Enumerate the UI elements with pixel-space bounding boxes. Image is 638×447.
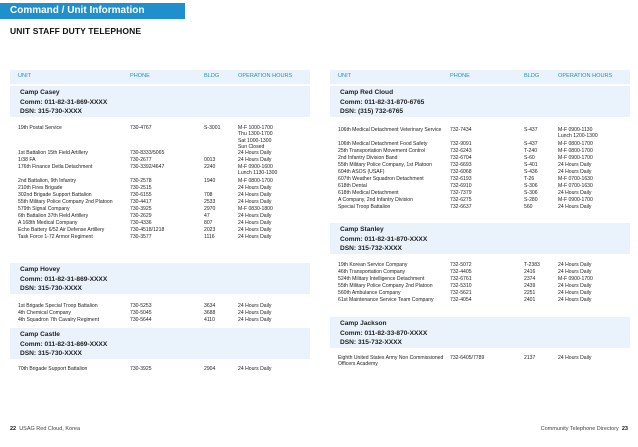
unit-name <box>338 155 397 161</box>
hours-line: Thu 1300-1700 <box>238 131 273 138</box>
bldg: 2251 <box>524 290 536 296</box>
header-phone: PHONE <box>450 73 470 79</box>
phone: 732-7379 <box>450 190 472 196</box>
bldg: 3688 <box>204 310 216 316</box>
bldg: 2240 <box>204 164 216 170</box>
camp-header <box>340 88 424 117</box>
unit-name-line: 210th Fires Brigade <box>18 185 63 191</box>
camp-name: Camp Castle <box>20 331 60 338</box>
operation-hours <box>558 355 591 361</box>
camp-comm: Comm: 011-82-31-870-XXXX <box>340 235 428 243</box>
page-number-left: 22 <box>10 426 17 432</box>
phone: 732-4405 <box>450 269 472 275</box>
phone: 732-6693 <box>450 162 472 168</box>
unit-name-line: 524th Military Intelligence Detachment <box>338 276 425 282</box>
operation-hours <box>558 190 591 196</box>
hours-line: 24 Hours Daily <box>238 150 272 156</box>
phone: 732-4054 <box>450 297 472 303</box>
phone: 730-2629 <box>130 213 152 219</box>
hours-line: 24 Hours Daily <box>238 192 272 198</box>
phone: 732-6637 <box>450 204 472 210</box>
operation-hours <box>238 213 271 219</box>
operation-hours <box>238 125 273 150</box>
camp-dsn: DSN: 315-730-XXXX <box>20 350 82 357</box>
unit-name-line: 618th Dental <box>338 183 367 189</box>
operation-hours <box>558 176 593 182</box>
table-header <box>330 70 630 84</box>
operation-hours <box>558 197 593 203</box>
hours-line: M-F 0700-1630 <box>558 176 593 182</box>
hours-line: Lunch 1130-1300 <box>238 170 278 177</box>
bldg: 2401 <box>524 297 536 303</box>
footer-left <box>10 426 80 432</box>
phone: 732-5310 <box>450 283 472 289</box>
header-hours: OPERATION HOURS <box>558 73 613 79</box>
unit-name-line: 560th Ambulance Company <box>338 290 401 296</box>
header-phone: PHONE <box>130 73 150 79</box>
operation-hours <box>558 276 593 282</box>
unit-name <box>18 164 92 170</box>
hours-line: M-F 0800-1700 <box>558 148 593 154</box>
unit-name-line: 604th ASOS (USAF) <box>338 169 385 175</box>
phone: 730-2515 <box>130 185 152 191</box>
hours-line: 24 Hours Daily <box>558 269 592 275</box>
operation-hours <box>558 127 598 140</box>
unit-name-line: Task Force 1-72 Armor Regiment <box>18 234 93 240</box>
bldg: 2970 <box>204 206 216 212</box>
hours-line: 24 Hours Daily <box>558 297 592 303</box>
bldg: S-437 <box>524 127 538 133</box>
bldg: T-2383 <box>524 262 540 268</box>
unit-name <box>18 178 76 184</box>
operation-hours <box>238 185 271 191</box>
camp-header <box>340 319 427 348</box>
unit-name <box>338 141 427 147</box>
phone: 730-5045 <box>130 310 152 316</box>
hours-line: 24 Hours Daily <box>558 169 592 175</box>
camp-comm: Comm: 011-82-31-870-6765 <box>340 98 425 106</box>
unit-name-line: 55th Military Police Company 2nd Platoon <box>338 283 433 289</box>
camp-comm: Comm: 011-82-31-869-XXXX <box>20 275 108 283</box>
hours-line: M-F 0900-1700 <box>558 276 593 282</box>
unit-name <box>18 234 93 240</box>
camp-dsn: DSN: (315) 732-6765 <box>340 108 404 115</box>
unit-name-line: 25th Transportation Movement Control <box>338 148 425 154</box>
operation-hours <box>238 303 271 309</box>
phone: 732-6405/7789 <box>450 355 485 361</box>
phone: 730-3392/4647 <box>130 164 165 170</box>
bldg: 2023 <box>204 227 216 233</box>
unit-name-line: 55th Military Police Company 2nd Platoon <box>18 199 113 205</box>
camp-comm: Comm: 011-82-31-869-XXXX <box>20 98 108 106</box>
phone: 730-4336 <box>130 220 152 226</box>
operation-hours <box>558 141 593 147</box>
unit-name <box>338 169 384 175</box>
unit-name <box>18 310 71 316</box>
phone: 730-8333/5065 <box>130 150 165 156</box>
bldg: T-240 <box>524 148 538 154</box>
hours-line: 24 Hours Daily <box>558 204 592 210</box>
unit-name-line: 61st Maintenance Service Team Company <box>338 297 434 303</box>
banner-title: Command / Unit Information <box>10 5 145 16</box>
unit-name-line: 1/38 FA <box>18 157 36 163</box>
unit-name-line: 2nd Battalion, 9th Infantry <box>18 178 77 184</box>
unit-name-line: 4th Squadron 7th Cavalry Regiment <box>18 317 99 323</box>
phone: 730-3925 <box>130 366 152 372</box>
bldg: 0013 <box>204 157 216 163</box>
unit-name <box>18 192 92 198</box>
unit-name <box>18 213 88 219</box>
operation-hours <box>238 234 271 240</box>
operation-hours <box>558 290 591 296</box>
unit-name <box>338 297 434 303</box>
unit-name-line: 176th Finance Detla Detachment <box>18 164 93 170</box>
unit-name-line: 106th Medical Detachment Veterinary Service <box>338 127 442 133</box>
bldg: 2416 <box>524 269 536 275</box>
unit-name <box>338 162 432 168</box>
hours-line: 24 Hours Daily <box>558 190 592 196</box>
unit-name <box>338 262 407 268</box>
bldg: S-437 <box>524 141 538 147</box>
phone: 730-2578 <box>130 178 152 184</box>
operation-hours <box>558 204 591 210</box>
page-number-right: 23 <box>621 426 628 432</box>
phone: 732-9091 <box>450 141 472 147</box>
camp-header <box>20 88 107 117</box>
unit-name <box>18 125 62 131</box>
camp-header <box>20 265 107 294</box>
operation-hours <box>238 317 271 323</box>
bldg: 708 <box>204 192 213 198</box>
unit-name <box>338 197 413 203</box>
unit-name-line: 19th Postal Service <box>18 125 62 131</box>
banner <box>0 0 638 20</box>
hours-line: M-F 0800-1700 <box>558 141 593 147</box>
operation-hours <box>558 162 591 168</box>
camp-name: Camp Hovey <box>20 266 60 273</box>
operation-hours <box>558 169 591 175</box>
camp-name: Camp Stanley <box>340 226 384 233</box>
unit-name <box>338 276 424 282</box>
bldg: 3634 <box>204 303 216 309</box>
hours-line: 24 Hours Daily <box>558 283 592 289</box>
bldg: 1940 <box>204 178 216 184</box>
hours-line: 24 Hours Daily <box>238 317 272 323</box>
bldg: S-3001 <box>204 125 221 131</box>
operation-hours <box>558 297 591 303</box>
hours-line: 24 Hours Daily <box>238 310 272 316</box>
header-bldg: BLDG <box>524 73 540 79</box>
bldg: 47 <box>204 213 210 219</box>
unit-name <box>18 206 70 212</box>
operation-hours <box>558 262 591 268</box>
unit-name-line: 19th Korean Service Company <box>338 262 408 268</box>
unit-name <box>18 150 88 156</box>
bldg: T-26 <box>524 176 535 182</box>
phone: 732-6761 <box>450 276 472 282</box>
operation-hours <box>558 283 591 289</box>
bldg: 2439 <box>524 283 536 289</box>
footer-right <box>541 426 628 432</box>
header-unit: UNIT <box>338 73 352 79</box>
phone: 730-4518/1218 <box>130 227 165 233</box>
hours-line: 24 Hours Daily <box>238 185 272 191</box>
unit-name <box>338 190 399 196</box>
bldg: 1116 <box>204 234 215 240</box>
bldg: S-436 <box>524 169 538 175</box>
unit-name-line: 1st Battalion 15th Field Artillery <box>18 150 88 156</box>
hours-line: 24 Hours Daily <box>558 162 592 168</box>
unit-name-line: 1st Brigade Special Troop Battalion <box>18 303 98 309</box>
hours-line: M-F 0900-1130 <box>558 127 593 133</box>
unit-name-line: 607th Weather Squadron Detachment <box>338 176 424 182</box>
operation-hours <box>238 192 271 198</box>
bldg: 560 <box>524 204 533 210</box>
phone: 732-7434 <box>450 127 472 133</box>
unit-name-line: 302nd Brigade Support Battalion <box>18 192 92 198</box>
bldg: S-306 <box>524 190 538 196</box>
bldg: 807 <box>204 220 213 226</box>
unit-name <box>338 290 401 296</box>
hours-line: 24 Hours Daily <box>238 199 272 205</box>
unit-name <box>338 127 441 133</box>
phone: 732-6243 <box>450 148 472 154</box>
unit-name <box>338 283 433 289</box>
operation-hours <box>238 227 271 233</box>
phone: 730-4417 <box>130 199 152 205</box>
unit-name <box>18 185 62 191</box>
unit-name-line: 106th Medical Detachment Food Safety <box>338 141 428 147</box>
phone: 730-2677 <box>130 157 152 163</box>
operation-hours <box>238 366 271 372</box>
unit-name-line: 6th Battalion 37th Field Artillery <box>18 213 89 219</box>
unit-name-line: 618th Medical Detachment <box>338 190 399 196</box>
hours-line: Lunch 1200-1300 <box>558 133 598 140</box>
operation-hours <box>558 148 593 154</box>
unit-name <box>18 227 104 233</box>
camp-dsn: DSN: 315-730-XXXX <box>20 108 82 115</box>
unit-name-line: 2nd Infantry Division Band <box>338 155 398 161</box>
hours-line: 24 Hours Daily <box>238 213 272 219</box>
unit-name-line: 579th Signal Company <box>18 206 70 212</box>
footer-left-text: USAG Red Cloud, Korea <box>19 426 81 432</box>
camp-dsn: DSN: 315-732-XXXX <box>340 245 402 252</box>
hours-line: 24 Hours Daily <box>238 220 272 226</box>
camp-comm: Comm: 011-82-31-869-XXXX <box>20 340 108 348</box>
unit-name-line: 46th Transportation Company <box>338 269 406 275</box>
operation-hours <box>238 199 271 205</box>
hours-line: Sat 1000-1300 <box>238 137 272 144</box>
camp-dsn: DSN: 315-730-XXXX <box>20 285 82 292</box>
unit-name <box>338 148 425 154</box>
camp-name: Camp Jackson <box>340 320 387 327</box>
hours-line: M-F 0700-1630 <box>558 183 593 189</box>
camp-name: Camp Casey <box>20 89 60 96</box>
hours-line: Sun Closed <box>238 143 265 150</box>
unit-name-line: Echo Battery 6/52 Air Defense Artillery <box>18 227 105 233</box>
phone: 730-4767 <box>130 125 152 131</box>
operation-hours <box>238 178 273 184</box>
hours-line: 24 Hours Daily <box>558 290 592 296</box>
unit-name <box>18 317 99 323</box>
operation-hours <box>558 155 593 161</box>
unit-name-line: 70th Brigade Support Battalion <box>18 366 88 372</box>
hours-line: M-F 0900-1700 <box>558 197 593 203</box>
phone: 730-3577 <box>130 234 152 240</box>
camp-dsn: DSN: 315-732-XXXX <box>340 339 402 346</box>
unit-name-line: Special Troop Battalion <box>338 204 391 210</box>
phone: 732-6910 <box>450 183 472 189</box>
unit-name <box>338 176 424 182</box>
phone: 730-6155 <box>130 192 152 198</box>
phone: 732-5072 <box>450 262 472 268</box>
bldg: 2374 <box>524 276 536 282</box>
phone: 732-6275 <box>450 197 472 203</box>
bldg: 2137 <box>524 355 536 361</box>
header-hours: OPERATION HOURS <box>238 73 293 79</box>
operation-hours <box>238 310 271 316</box>
unit-name-line: Eighth United States Army Non Commissioned <box>338 355 444 361</box>
hours-line: 24 Hours Daily <box>558 262 592 268</box>
table-header <box>10 70 310 84</box>
hours-line: 24 Hours Daily <box>238 234 272 240</box>
unit-name <box>338 355 443 368</box>
operation-hours <box>238 157 271 163</box>
header-unit: UNIT <box>18 73 32 79</box>
phone: 730-5253 <box>130 303 152 309</box>
unit-name <box>18 199 113 205</box>
bldg: S-401 <box>524 162 538 168</box>
unit-name <box>338 183 367 189</box>
camp-header <box>20 330 107 359</box>
hours-line: 24 Hours Daily <box>238 303 272 309</box>
operation-hours <box>238 164 277 177</box>
unit-name <box>18 157 36 163</box>
phone: 730-3925 <box>130 206 152 212</box>
unit-name <box>18 366 87 372</box>
bldg: S-280 <box>524 197 538 203</box>
hours-line: 24 Hours Daily <box>238 366 272 372</box>
operation-hours <box>238 206 273 212</box>
camp-name: Camp Red Cloud <box>340 89 394 96</box>
unit-name-line: Officers Academy <box>338 361 378 368</box>
hours-line: M-F 0900-1600 <box>238 164 273 170</box>
unit-name <box>18 220 77 226</box>
camp-comm: Comm: 011-82-33-870-XXXX <box>340 329 428 337</box>
footer-right-text: Community Telephone Directory <box>540 426 619 432</box>
bldg: S-306 <box>524 183 538 189</box>
phone: 732-6068 <box>450 169 472 175</box>
header-bldg: BLDG <box>204 73 220 79</box>
unit-name <box>338 269 405 275</box>
phone: 732-6704 <box>450 155 472 161</box>
phone: 730-5644 <box>130 317 152 323</box>
unit-name <box>18 303 98 309</box>
bldg: S-60 <box>524 155 535 161</box>
hours-line: M-F 1000-1700 <box>238 125 273 131</box>
unit-name-line: A 168th Medical Company <box>18 220 78 226</box>
operation-hours <box>238 150 271 156</box>
section-title: UNIT STAFF DUTY TELEPHONE <box>10 26 142 36</box>
operation-hours <box>558 269 591 275</box>
phone: 732-5621 <box>450 290 472 296</box>
bldg: 4110 <box>204 317 215 323</box>
hours-line: 24 Hours Daily <box>238 227 272 233</box>
hours-line: 24 Hours Daily <box>558 355 592 361</box>
hours-line: M-F 0900-1700 <box>558 155 593 161</box>
phone: 732-6193 <box>450 176 472 182</box>
unit-name-line: 55th Military Police Company, 1st Platoon <box>338 162 432 168</box>
camp-header <box>340 225 427 254</box>
hours-line: 24 Hours Daily <box>238 157 272 163</box>
hours-line: M-F 0800-1700 <box>238 178 273 184</box>
unit-name-line: A Company, 2nd Infantry Division <box>338 197 413 203</box>
bldg: 2533 <box>204 199 216 205</box>
unit-name <box>338 204 390 210</box>
unit-name-line: 4th Chemical Company <box>18 310 71 316</box>
bldg: 2904 <box>204 366 216 372</box>
operation-hours <box>558 183 593 189</box>
operation-hours <box>238 220 271 226</box>
hours-line: M-F 0830-1800 <box>238 206 273 212</box>
